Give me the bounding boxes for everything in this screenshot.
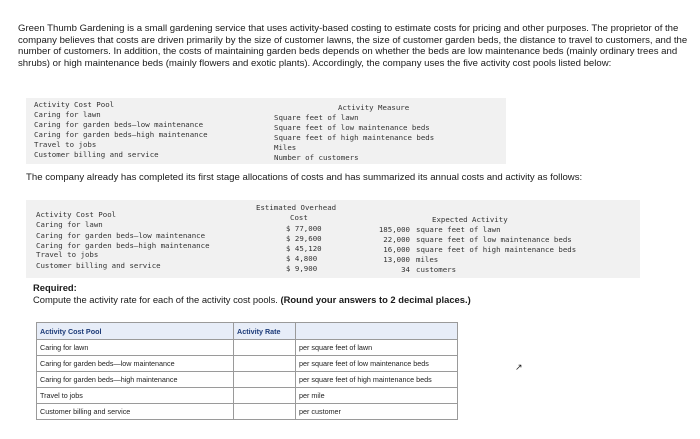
rate-input-lawn[interactable] (234, 340, 296, 356)
pools-header-pool: Activity Cost Pool (34, 100, 115, 109)
answer-header-pool: Activity Cost Pool (37, 323, 234, 340)
cost-value-row-5: $ 9,900 (286, 264, 318, 273)
cost-header-estimated: Estimated Overhead (256, 203, 337, 212)
answer-pool-lawn: Caring for lawn (37, 340, 234, 356)
unit-label-billing: per customer (296, 404, 458, 420)
answer-header-rate: Activity Rate (234, 323, 296, 340)
cost-pool-row-2: Caring for garden beds–low maintenance (36, 231, 206, 240)
answer-pool-high-maintenance: Caring for garden beds—high maintenance (37, 372, 234, 388)
measure-row-1: Square feet of lawn (274, 113, 359, 122)
activity-unit-row-1: square feet of lawn (416, 225, 501, 234)
measure-row-3: Square feet of high maintenance beds (274, 133, 435, 142)
activity-qty-row-4: 13,000 (383, 255, 410, 264)
activity-qty-row-5: 34 (401, 265, 410, 274)
activity-unit-row-4: miles (416, 255, 439, 264)
activity-qty-row-2: 22,000 (383, 235, 410, 244)
table-row (37, 404, 458, 420)
activity-qty-row-3: 16,000 (383, 245, 410, 254)
cost-value-row-3: $ 45,120 (286, 244, 322, 253)
answer-pool-low-maintenance: Caring for garden beds—low maintenance (37, 356, 234, 372)
table-row (37, 356, 458, 372)
cost-pool-row-5: Customer billing and service (36, 261, 161, 270)
measure-row-4: Miles (274, 143, 297, 152)
table-row (37, 340, 458, 356)
pools-header-measure: Activity Measure (338, 103, 410, 112)
rate-input-travel[interactable] (234, 388, 296, 404)
pool-row-3: Caring for garden beds–high maintenance (34, 130, 208, 139)
answer-pool-travel: Travel to jobs (37, 388, 234, 404)
pool-row-5: Customer billing and service (34, 150, 159, 159)
cost-pool-row-1: Caring for lawn (36, 220, 103, 229)
cost-value-row-4: $ 4,800 (286, 254, 318, 263)
activity-pools-panel (26, 98, 506, 164)
cost-pool-row-3: Caring for garden beds–high maintenance (36, 241, 210, 250)
answer-pool-billing: Customer billing and service (37, 404, 234, 420)
answer-table-header (37, 323, 458, 340)
unit-label-travel: per mile (296, 388, 458, 404)
activity-unit-row-5: customers (416, 265, 457, 274)
cost-header-pool: Activity Cost Pool (36, 210, 117, 219)
measure-row-2: Square feet of low maintenance beds (274, 123, 430, 132)
activity-qty-row-1: 185,000 (378, 225, 410, 234)
cost-header-activity: Expected Activity (432, 215, 508, 224)
unit-label-lawn: per square feet of lawn (296, 340, 458, 356)
required-label: Required: (33, 282, 77, 293)
activity-unit-row-2: square feet of low maintenance beds (416, 235, 572, 244)
rate-input-low-maintenance[interactable] (234, 356, 296, 372)
table-row (37, 372, 458, 388)
unit-label-low-maintenance: per square feet of low maintenance beds (296, 356, 458, 372)
pool-row-1: Caring for lawn (34, 110, 101, 119)
cost-activity-panel (26, 200, 640, 278)
pool-row-2: Caring for garden beds–low maintenance (34, 120, 204, 129)
problem-intro: Green Thumb Gardening is a small gardening service that uses activity-based costing to estimate costs for pricing and other purposes. The proprietor of the company believes that costs are driven primarily by the size of customer lawns, the size of customer garden beds, the distance to travel to customers, and the number of customers. In addition, the costs of maintaining garden beds depends on whether the beds are low maintenance beds (mainly ordinary trees and shrubs) or high maintenance beds (mainly flowers and exotic plants). Accordingly, the company uses the five activity cost pools listed below: (18, 23, 688, 69)
answer-header-unit (296, 323, 458, 340)
activity-unit-row-3: square feet of high maintenance beds (416, 245, 577, 254)
cost-value-row-1: $ 77,000 (286, 224, 322, 233)
pool-row-4: Travel to jobs (34, 140, 97, 149)
cost-header-cost: Cost (290, 213, 308, 222)
unit-label-high-maintenance: per square feet of high maintenance beds (296, 372, 458, 388)
rate-input-high-maintenance[interactable] (234, 372, 296, 388)
rate-input-billing[interactable] (234, 404, 296, 420)
cost-value-row-2: $ 29,600 (286, 234, 322, 243)
compute-text: Compute the activity rate for each of the activity cost pools. (33, 294, 278, 305)
cost-pool-row-4: Travel to jobs (36, 250, 99, 259)
compute-instruction (33, 294, 471, 305)
table-row (37, 388, 458, 404)
activity-rate-table (36, 322, 458, 420)
measure-row-5: Number of customers (274, 153, 359, 162)
allocation-sentence: The company already has completed its first stage allocations of costs and has summarized its annual costs and activity as follows: (26, 172, 583, 183)
compute-note: (Round your answers to 2 decimal places.) (280, 294, 471, 305)
mouse-cursor-icon: ↗ (515, 362, 523, 372)
